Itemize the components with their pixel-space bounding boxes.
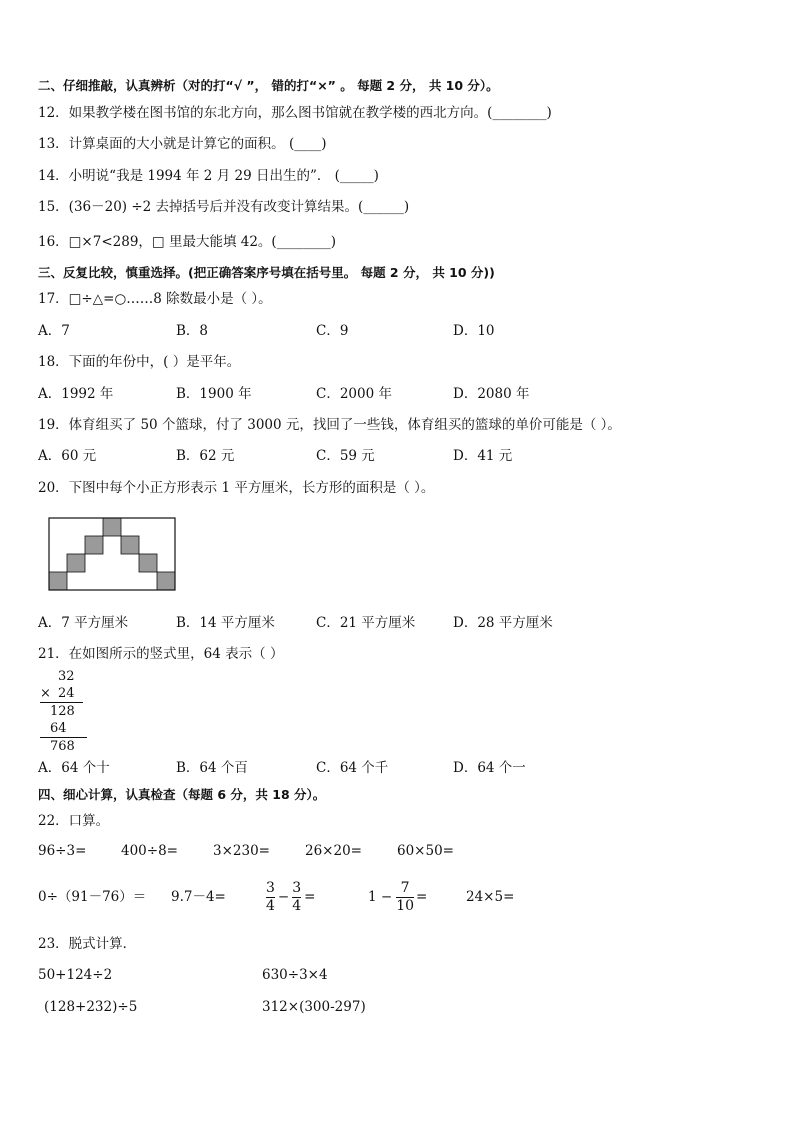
- oral-calc-last: 24×5=: [466, 889, 515, 905]
- question-22: 22．口算。: [38, 813, 110, 829]
- q17-option-c: C．9: [316, 323, 349, 339]
- shaded-square-5: [139, 554, 157, 572]
- q21-option-c: C．64 个千: [316, 760, 389, 776]
- q19-option-b: B．62 元: [176, 448, 235, 464]
- q18-option-c: C．2000 年: [316, 386, 392, 402]
- q18-option-d: D．2080 年: [453, 386, 530, 402]
- question-19: 19．体育组买了 50 个篮球，付了 3000 元，找回了一些钱，体育组买的篮球的单价可能是（ ）。: [38, 417, 621, 433]
- vertical-multiplier: 24: [58, 686, 75, 701]
- step-calc-2: 630÷3×4: [262, 967, 328, 983]
- fraction-minus-sign: −: [277, 889, 290, 905]
- section-3-title: 三、反复比较，慎重选择。(把正确答案序号填在括号里。 每题 2 分， 共 10 分)): [38, 265, 495, 280]
- question-12: 12．如果教学楼在图书馆的东北方向，那么图书馆就在教学楼的西北方向。(________): [38, 105, 552, 121]
- q18-option-a: A．1992 年: [38, 386, 114, 402]
- q20-option-b: B．14 平方厘米: [176, 615, 275, 631]
- staircase-grid-figure: [48, 517, 176, 591]
- shaded-square-1: [103, 518, 121, 536]
- vertical-times-sign: ×: [40, 686, 51, 701]
- vertical-result: 768: [50, 739, 75, 754]
- fraction-b: [292, 880, 301, 915]
- question-21: 21．在如图所示的竖式里，64 表示（ ）: [38, 646, 284, 662]
- q21-option-a: A．64 个十: [38, 760, 110, 776]
- oral-calc-1: 96÷3=: [38, 843, 87, 859]
- oral-calc-fraction-2: [368, 878, 427, 916]
- shaded-square-3: [121, 536, 139, 554]
- question-13: 13．计算桌面的大小就是计算它的面积。 (____): [38, 136, 327, 152]
- step-calc-1: 50+124÷2: [38, 967, 113, 983]
- q17-option-a: A．7: [38, 323, 70, 339]
- fraction-a-numerator: 3: [266, 879, 275, 896]
- vertical-top-number: 32: [58, 669, 75, 684]
- q21-option-b: B．64 个百: [176, 760, 248, 776]
- shaded-square-4: [67, 554, 85, 572]
- q19-option-a: A．60 元: [38, 448, 97, 464]
- shaded-square-7: [157, 572, 175, 590]
- q17-option-b: B．8: [176, 323, 209, 339]
- question-15: 15．(36－20) ÷2 去掉括号后并没有改变计算结果。(______): [38, 199, 410, 215]
- fraction-c-numerator: 7: [400, 879, 410, 896]
- q21-option-d: D．64 个一: [453, 760, 526, 776]
- q20-option-c: C．21 平方厘米: [316, 615, 416, 631]
- shaded-square-6: [49, 572, 67, 590]
- question-20: 20．下图中每个小正方形表示 1 平方厘米，长方形的面积是（ ）。: [38, 480, 435, 496]
- q20-option-d: D．28 平方厘米: [453, 615, 553, 631]
- q17-option-d: D．10: [453, 323, 495, 339]
- fraction-equals-1: =: [304, 889, 316, 905]
- fraction-b-numerator: 3: [292, 879, 302, 896]
- oral-calc-6: 0÷（91－76）＝: [38, 889, 147, 905]
- fraction-c-denominator: 10: [396, 897, 415, 914]
- vertical-partial-2: 64: [50, 721, 67, 736]
- section-4-title: 四、细心计算，认真检查（每题 6 分，共 18 分）。: [38, 787, 326, 802]
- oral-calc-fraction-1: [266, 878, 315, 916]
- step-calc-3: (128+232)÷5: [44, 999, 138, 1015]
- fraction-b-denominator: 4: [292, 897, 302, 914]
- oral-calc-5: 60×50=: [397, 843, 454, 859]
- shaded-square-2: [85, 536, 103, 554]
- q20-option-a: A．7 平方厘米: [38, 615, 129, 631]
- step-calc-4: 312×(300-297): [262, 999, 366, 1015]
- question-18: 18．下面的年份中，( ）是平年。: [38, 354, 241, 370]
- vertical-partial-1: 128: [50, 704, 75, 719]
- q19-option-c: C．59 元: [316, 448, 375, 464]
- oral-calc-4: 26×20=: [305, 843, 362, 859]
- fraction-c: [396, 880, 414, 915]
- oral-calc-2: 400÷8=: [121, 843, 178, 859]
- question-23: 23．脱式计算．: [38, 936, 137, 952]
- question-16: 16．□×7<289，□ 里最大能填 42。(________): [38, 234, 336, 250]
- question-17: 17．□÷△=○……8 除数最小是（ ）。: [38, 291, 272, 307]
- section-2-title: 二、仔细推敲，认真辨析（对的打“√ ”， 错的打“×” 。 每题 2 分， 共 10 分）。: [38, 78, 499, 93]
- fraction-a: [266, 880, 275, 915]
- fraction-lead: 1 −: [368, 889, 393, 905]
- q18-option-b: B．1900 年: [176, 386, 252, 402]
- question-14: 14．小明说“我是 1994 年 2 月 29 日出生的”． (_____): [38, 168, 379, 184]
- fraction-equals-2: =: [416, 889, 428, 905]
- oral-calc-3: 3×230=: [213, 843, 270, 859]
- fraction-a-denominator: 4: [266, 897, 275, 914]
- q19-option-d: D．41 元: [453, 448, 513, 464]
- oral-calc-7: 9.7－4=: [171, 889, 226, 905]
